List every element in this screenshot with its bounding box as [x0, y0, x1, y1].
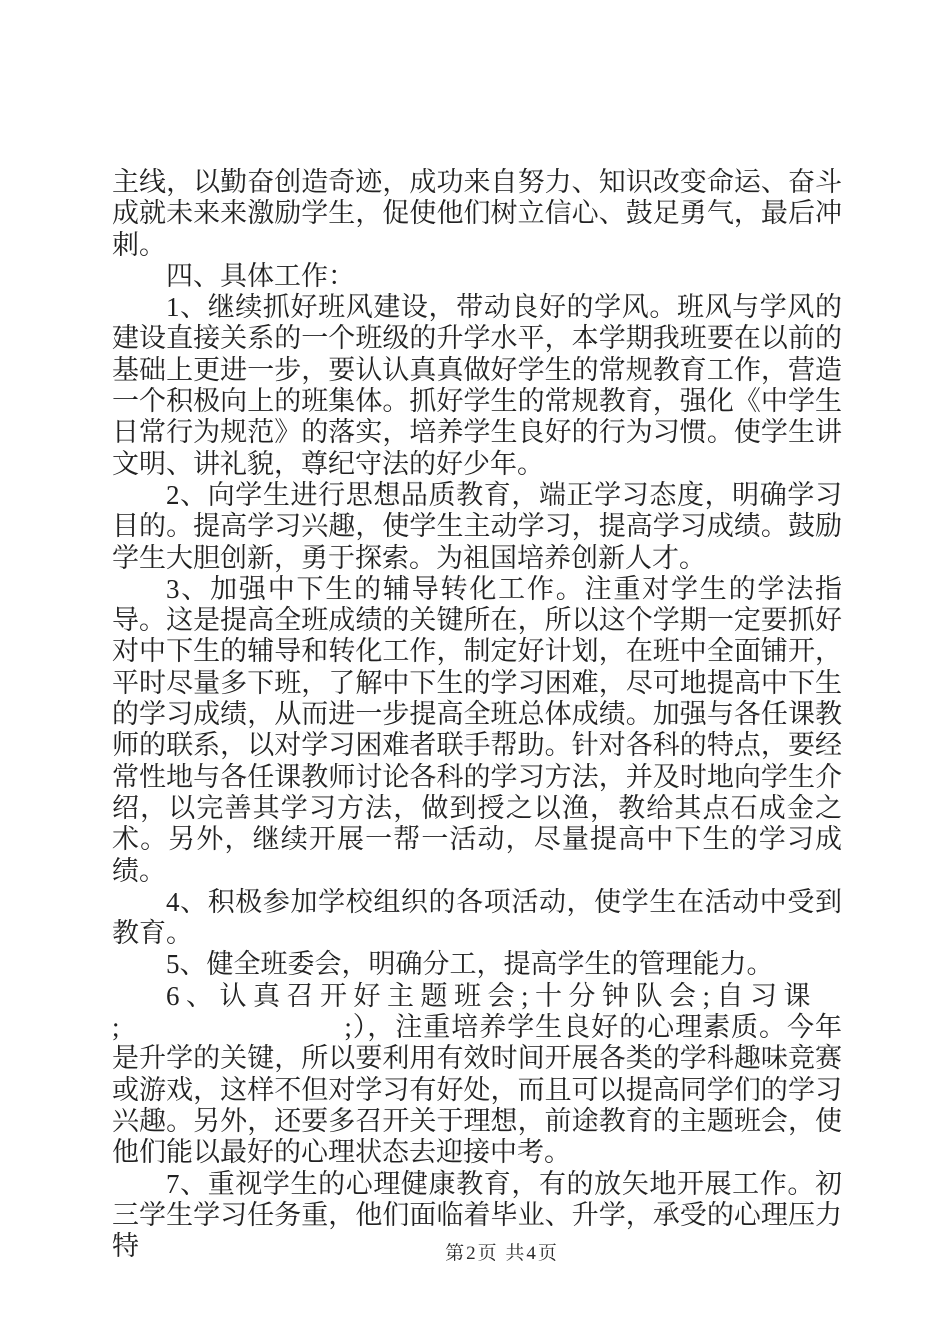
- paragraph-continuation: 主线，以勤奋创造奇迹，成功来自努力、知识改变命运、奋斗成就未来来激励学生，促使他们树立信心、鼓足勇气，最后冲刺。: [112, 167, 842, 260]
- list-item-3: 3、加强中下生的辅导转化工作。注重对学生的学法指导。这是提高全班成绩的关键所在，所以这个学期一定要抓好对中下生的辅导和转化工作，制定好计划，在班中全面铺开，平时尽量多下班，了解中下生的学习困难，尽可地提高中下生的学习成绩，从而进一步提高全班总体成绩。加强与各任课教师的联系，以对学习困难者联手帮助。针对各科的特点，要经常性地与各任课教师讨论各科的学习方法，并及时地向学生介绍，以完善其学习方法，做到授之以渔，教给其点石成金之术。另外，继续开展一帮一活动，尽量提高中下生的学习成绩。: [112, 573, 842, 886]
- list-item-6-stretched-line: 6、认真召开好主题班会;十分钟队会;自习课: [166, 980, 818, 1011]
- list-item-4: 4、积极参加学校组织的各项活动，使学生在活动中受到教育。: [112, 886, 842, 949]
- document-body: [112, 167, 842, 1262]
- list-item-7: 7、重视学生的心理健康教育，有的放矢地开展工作。初三学生学习任务重，他们面临着毕业、升学，承受的心理压力特: [112, 1168, 842, 1262]
- page-number-footer: 第2页 共4页: [445, 1243, 559, 1264]
- section-heading-4: 四、具体工作：: [166, 260, 355, 291]
- list-item-6-rest: ; ;），注重培养学生良好的心理素质。今年是升学的关键，所以要利用有效时间开展各类的学科趣味竞赛或游戏，这样不但对学习有好处，而且可以提高同学们的学习兴趣。另外，还要多召开关于理想，前途教育的主题班会，使他们能以最好的心理状态去迎接中考。: [112, 1012, 842, 1168]
- list-item-5: 5、健全班委会，明确分工，提高学生的管理能力。: [166, 949, 774, 980]
- list-item-2: 2、向学生进行思想品质教育，端正学习态度，明确学习目的。提高学习兴趣，使学生主动学习，提高学习成绩。鼓励学生大胆创新，勇于探索。为祖国培养创新人才。: [112, 479, 842, 573]
- list-item-1: 1、继续抓好班风建设，带动良好的学风。班风与学风的建设直接关系的一个班级的升学水平，本学期我班要在以前的基础上更进一步，要认认真真做好学生的常规教育工作，营造一个积极向上的班集体。抓好学生的常规教育，强化《中学生日常行为规范》的落实，培养学生良好的行为习惯。使学生讲文明、讲礼貌，尊纪守法的好少年。: [112, 292, 842, 479]
- list-item-6: [112, 981, 842, 1169]
